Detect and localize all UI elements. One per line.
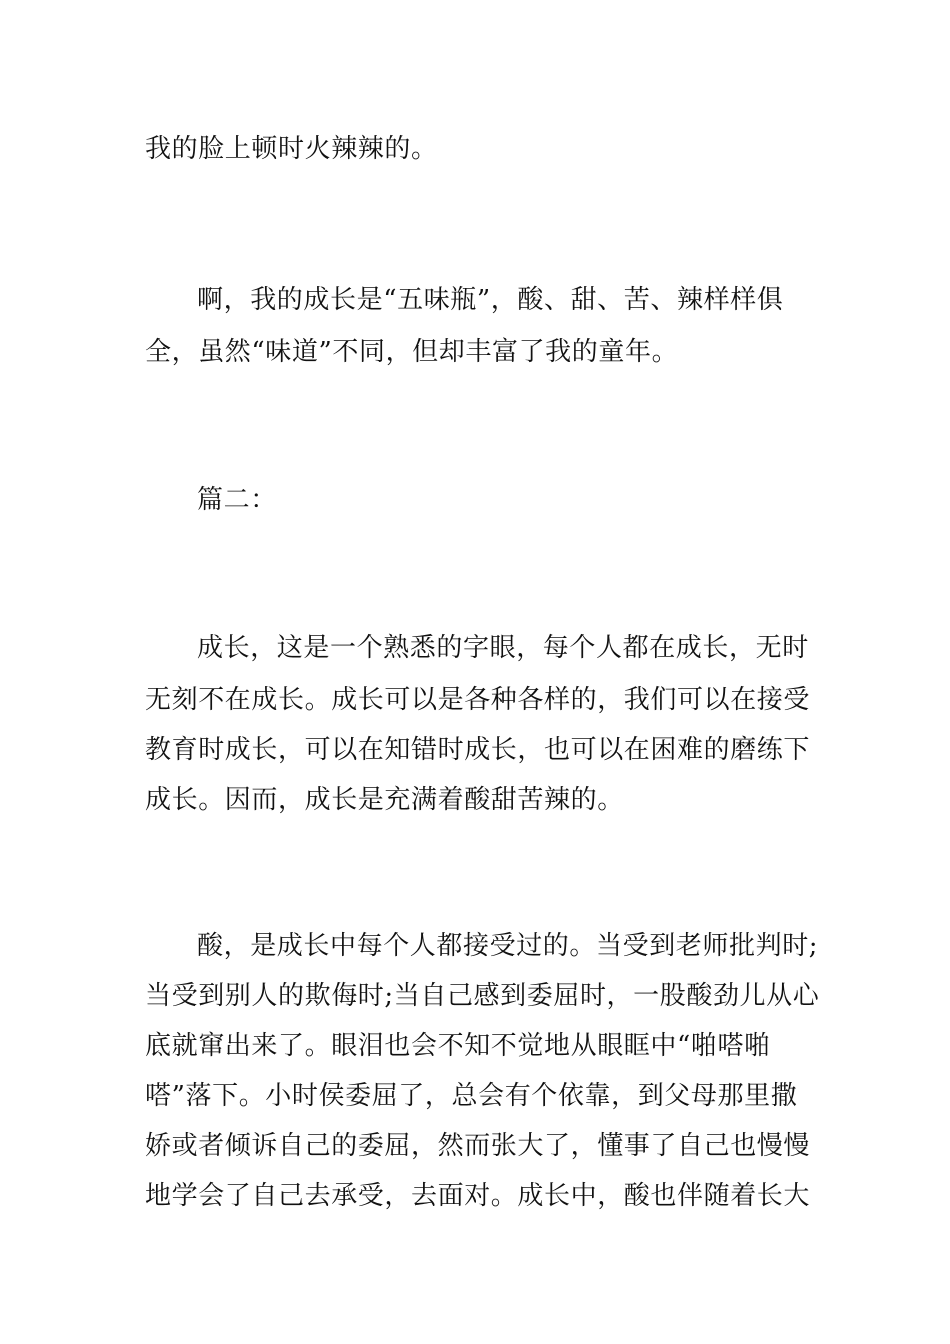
paragraph-line: 娇或者倾诉自己的委屈，然而张大了，懂事了自己也慢慢	[145, 1131, 811, 1161]
paragraph-line: 成长。因而，成长是充满着酸甜苦辣的。	[145, 785, 624, 815]
paragraph-line: 啊，我的成长是“五味瓶”，酸、甜、苦、辣样样俱	[197, 285, 784, 315]
section-heading: 篇二：	[197, 485, 277, 515]
paragraph-line: 当受到别人的欺侮时;当自己感到委屈时，一股酸劲儿从心	[145, 981, 820, 1011]
paragraph-line: 我的脸上顿时火辣辣的。	[145, 134, 438, 164]
paragraph-line: 成长，这是一个熟悉的字眼，每个人都在成长，无时	[197, 633, 809, 663]
paragraph-line: 无刻不在成长。成长可以是各种各样的，我们可以在接受	[145, 685, 811, 715]
paragraph-line: 底就窜出来了。眼泪也会不知不觉地从眼眶中“啪嗒啪	[145, 1031, 771, 1061]
paragraph-line: 地学会了自己去承受，去面对。成长中，酸也伴随着长大	[145, 1181, 811, 1211]
paragraph-line: 酸，是成长中每个人都接受过的。当受到老师批判时;	[197, 931, 819, 961]
paragraph-line: 全，虽然“味道”不同，但却丰富了我的童年。	[145, 337, 679, 367]
paragraph-line: 嗒”落下。小时侯委屈了，总会有个依靠，到父母那里撒	[145, 1081, 798, 1111]
paragraph-line: 教育时成长，可以在知错时成长，也可以在困难的磨练下	[145, 735, 811, 765]
